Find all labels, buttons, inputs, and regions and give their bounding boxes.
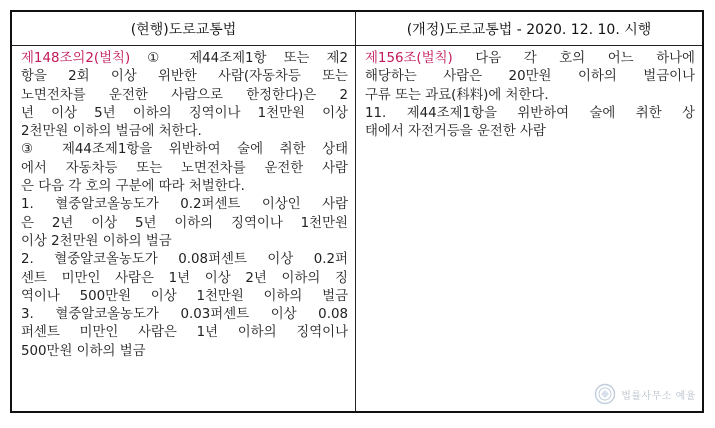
amended-law-line: 제156조(벌칙) 다음 각 호의 어느 하나에	[365, 51, 695, 66]
current-law-line: 퍼센트 미만인 사람은 1년 이하의 징역이나	[21, 325, 348, 341]
current-law-line: 은 2년 이상 5년 이하의 징역이나 1천만원	[21, 215, 348, 231]
amended-law-line: 구류 또는 과료(科料)에 처한다.	[365, 87, 549, 103]
current-law-article-title: 제148조의2(벌칙)	[21, 51, 131, 66]
amended-law-header: (개정)도로교통법 - 2020. 12. 10. 시행	[406, 21, 652, 38]
table-header-row	[12, 12, 702, 46]
current-law-line: 은 다음 각 호의 구분에 따라 처벌한다.	[21, 179, 245, 195]
current-law-line: 이상 2천만원 이하의 벌금	[21, 233, 172, 249]
current-law-line: 역이나 500만원 이상 1천만원 이하의 벌금	[21, 288, 348, 304]
law-comparison-table	[10, 10, 704, 413]
seal-icon	[594, 383, 616, 405]
current-law-cell	[12, 46, 356, 411]
current-law-line: 센트 미만인 사람은 1년 이상 2년 이하의 징	[21, 270, 348, 286]
current-law-line: 제148조의2(벌칙) ① 제44조제1항 또는 제2	[21, 51, 348, 66]
current-law-line: 2. 혈중알코올농도가 0.08퍼센트 이상 0.2퍼	[21, 252, 348, 268]
current-law-line: 에서 자동차등 또는 노면전차를 운전한 사람	[21, 160, 348, 176]
amended-law-article-title: 제156조(벌칙)	[365, 51, 453, 66]
watermark-text: 법률사무소 예율	[621, 390, 696, 402]
current-law-line: ③ 제44조제1항을 위반하여 술에 취한 상태	[21, 142, 348, 158]
amended-law-line: 11. 제44조제1항을 위반하여 술에 취한 상	[365, 105, 695, 121]
current-law-line: 노면전차를 운전한 사람으로 한정한다)은 2	[21, 87, 348, 103]
current-law-line: 항을 2회 이상 위반한 사람(자동차등 또는	[21, 69, 348, 85]
current-law-line: 2천만원 이하의 벌금에 처한다.	[21, 124, 202, 140]
current-law-line: 3. 혈중알코올농도가 0.03퍼센트 이상 0.08	[21, 307, 348, 323]
current-law-header: (현행)도로교통법	[12, 12, 356, 45]
amended-law-line: 태에서 자전거등을 운전한 사람	[365, 124, 546, 140]
current-law-line: 년 이상 5년 이하의 징역이나 1천만원 이상	[21, 105, 348, 121]
amended-law-line: 해당하는 사람은 20만원 이하의 벌금이나	[365, 69, 695, 85]
current-law-line: 1. 혈중알코올농도가 0.2퍼센트 이상인 사람	[21, 197, 348, 213]
table-body-row	[12, 46, 702, 411]
amended-law-cell	[356, 46, 702, 411]
current-law-line: 500만원 이하의 벌금	[21, 343, 146, 359]
watermark	[594, 383, 696, 405]
